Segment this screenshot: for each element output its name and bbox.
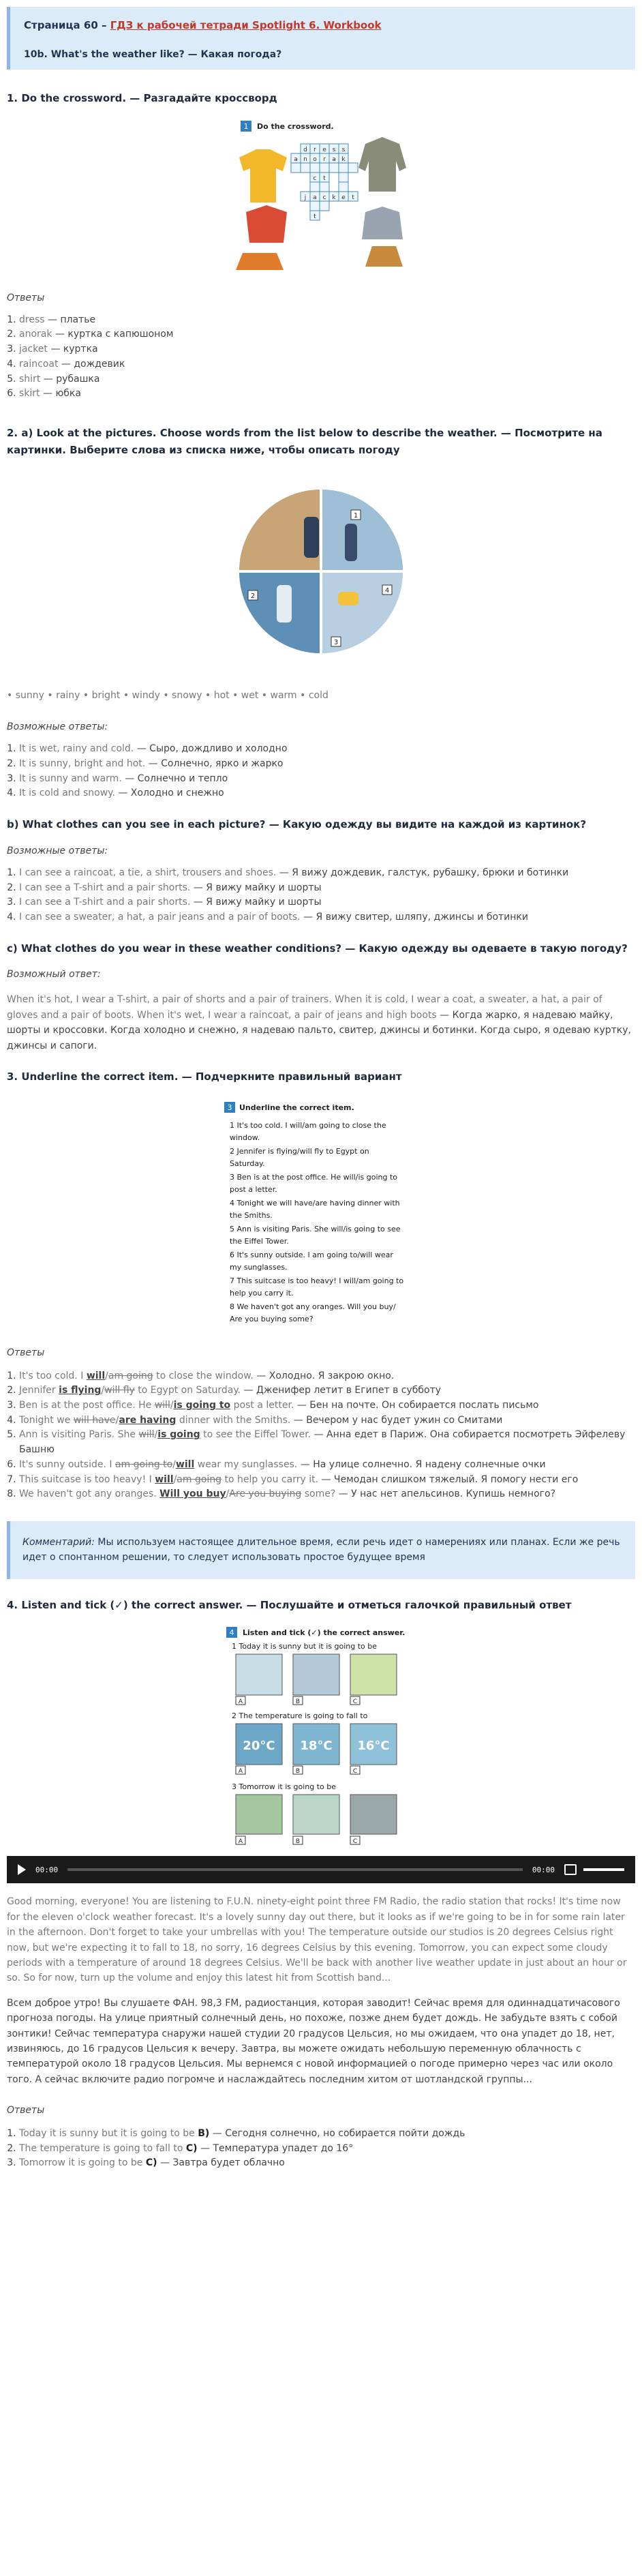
list-item: 5. shirt — рубашка xyxy=(19,372,642,387)
workbook-link[interactable]: ГДЗ к рабочей тетради Spotlight 6. Workbook xyxy=(110,19,382,31)
svg-text:c: c xyxy=(313,175,317,182)
svg-text:s: s xyxy=(332,146,336,153)
duration-time: 00:00 xyxy=(532,1865,555,1874)
list-item: 3. Tomorrow it is going to be C) — Завтра будет облачно xyxy=(19,2156,642,2171)
list-item: 5. Ann is visiting Paris. She will/is going to see the Eiffel Tower. — Анна едет в Париж. Она собирается посмотреть Эйфелеву Башню xyxy=(19,1428,642,1457)
weather-pictures-image xyxy=(236,469,406,674)
crossword-image xyxy=(226,117,416,273)
ex2-title: 2. a) Look at the pictures. Choose words from the list below to describe the weather. — Посмотрите на картинки. Выберите слова из списка ниже, чтобы описать погоду xyxy=(7,426,602,456)
svg-text:post a letter.: post a letter. xyxy=(230,1184,277,1194)
svg-text:t: t xyxy=(314,213,316,220)
svg-text:n: n xyxy=(303,155,307,163)
audio-player xyxy=(7,1856,635,1883)
svg-text:5 Ann is visiting Paris. She: 5 Ann is visiting Paris. She will/is going to see xyxy=(230,1224,401,1233)
list-item: 2. I can see a T-shirt and a pair shorts. — Я вижу майку и шорты xyxy=(19,881,642,896)
svg-text:a: a xyxy=(294,155,298,163)
svg-text:18°C: 18°C xyxy=(300,1739,333,1754)
svg-text:A: A xyxy=(238,1838,243,1846)
ex1-img-num: 1 xyxy=(243,121,249,131)
svg-text:C: C xyxy=(352,1838,358,1846)
svg-text:A: A xyxy=(238,1768,243,1776)
list-item: 1. Today it is sunny but it is going to be B) — Сегодня солнечно, но собирается пойти дождь xyxy=(19,2127,642,2142)
svg-text:3: 3 xyxy=(333,639,339,647)
svg-text:4 Tonight we will have/are ha: 4 Tonight we will have/are having dinner with xyxy=(230,1198,400,1208)
ex3-answers-list xyxy=(0,1369,642,1502)
list-item: 2. The temperature is going to fall to C) — Температура упадет до 16° xyxy=(19,2142,642,2157)
svg-text:the Smiths.: the Smiths. xyxy=(230,1210,273,1220)
ex4-img-title: Listen and tick (✓) the correct answer. xyxy=(243,1628,406,1638)
list-item: 6. skirt — юбка xyxy=(19,387,642,402)
ex2a-answers-list xyxy=(0,742,642,801)
svg-text:a: a xyxy=(332,155,336,163)
svg-text:8 We haven't got any oranges.: 8 We haven't got any oranges. Will you buy/ xyxy=(230,1302,396,1311)
ex2b-answers-list xyxy=(0,866,642,925)
volume-icon[interactable] xyxy=(564,1864,577,1875)
svg-text:1: 1 xyxy=(353,512,358,520)
svg-text:20°C: 20°C xyxy=(243,1739,275,1754)
weather-word-list: • sunny • rainy • bright • windy • snowy • hot • wet • warm • cold xyxy=(7,690,328,702)
transcript-en: Good morning, everyone! You are listening to F.U.N. ninety-eight point three FM Radio, the radio station that rocks! It's time now for the eleven o'clock weather forecast. It's a lovely sunny day out there, but it looks as if we're going to be in for some rain later in the afternoon. Don't forget to take your umbrellas with you! The temperature outside our studios is 20 degrees Celsius right now, but we're expecting it to fall to 18, no sorry, 16 degrees Celsius by this evening. Tomorrow, you can expect some cloudy periods with a temperature of around 18 degrees Celsius. We'll be back with another live weather update in just about an hour or so. So for now, turn up the volume and enjoy this latest hit from Scottish band... xyxy=(7,1896,627,1984)
list-item: 4. Tonight we will have/are having dinner with the Smiths. — Вечером у нас будет ужин со Смитами xyxy=(19,1413,642,1428)
underline-exercise-image xyxy=(219,1098,423,1330)
svg-text:d: d xyxy=(303,146,307,153)
ex2-answers-label: Возможные ответы: xyxy=(7,721,108,733)
list-item: 7. This suitcase is too heavy! I will/am going to help you carry it. — Чемодан слишком тяжелый. Я помогу нести его xyxy=(19,1473,642,1488)
ex2b-title: b) What clothes can you see in each picture? — Какую одежду вы видите на каждой из картинок? xyxy=(7,818,587,831)
svg-text:1 It's too cold. I will/am go: 1 It's too cold. I will/am going to close the xyxy=(230,1120,386,1130)
ex2c-answer-label: Возможный ответ: xyxy=(7,969,101,980)
svg-text:3 Tomorrow it is going to be: 3 Tomorrow it is going to be xyxy=(232,1782,337,1792)
ex2b-answers-label: Возможные ответы: xyxy=(7,845,108,856)
header-prefix: Страница 60 – xyxy=(24,19,107,31)
list-item: 3. It is sunny and warm. — Солнечно и тепло xyxy=(19,772,642,787)
svg-text:o: o xyxy=(313,155,317,163)
list-item: 2. anorak — куртка с капюшоном xyxy=(19,327,642,342)
current-time: 00:00 xyxy=(35,1865,59,1874)
list-item: 4. raincoat — дождевик xyxy=(19,357,642,372)
svg-text:s: s xyxy=(341,146,346,153)
list-item: 3. jacket — куртка xyxy=(19,342,642,357)
svg-text:my sunglasses.: my sunglasses. xyxy=(230,1262,288,1272)
svg-text:1 Today it is sunny but it i: 1 Today it is sunny but it is going to be xyxy=(232,1642,378,1651)
grammar-comment: Комментарий: Мы используем настоящее длительное время, если речь идет о намерениях или планах. Если же речь идет о спонтанном решении, то следует использовать простое будущее время xyxy=(7,1521,635,1579)
ex1-answers-list xyxy=(0,313,642,402)
svg-text:B: B xyxy=(295,1768,301,1776)
svg-text:7 This suitcase is too heavy!: 7 This suitcase is too heavy! I will/am going to xyxy=(230,1276,404,1285)
list-item: 6. It's sunny outside. I am going to/will wear my sunglasses. — На улице солнечно. Я надену солнечные очки xyxy=(19,1458,642,1473)
svg-text:2 The temperature is going t: 2 The temperature is going to fall to xyxy=(232,1711,368,1721)
ex1-img-title: Do the crossword. xyxy=(257,121,334,131)
ex2c-answer-text: When it's hot, I wear a T-shirt, a pair of shorts and a pair of trainers. When it is cold, I wear a coat, a sweater, a hat, a pair of gloves and a pair of boots. When it's wet, I wear a raincoat, a pair of jeans and high boots — Когда жарко, я надеваю майку, шорты и кроссовки. Когда холодно и снежно, я надеваю пальто, свитер, джинсы и ботинки. Когда сыро, я одеваю куртку, джинсы и сапоги. xyxy=(7,994,631,1051)
listening-exercise-image xyxy=(222,1623,420,1848)
svg-text:Are you buying some?: Are you buying some? xyxy=(230,1314,314,1323)
list-item: 1. I can see a raincoat, a tie, a shirt, trousers and shoes. — Я вижу дождевик, галстук, рубашку, брюки и ботинки xyxy=(19,866,642,881)
audio-progress-bar[interactable] xyxy=(67,1868,523,1871)
header-line xyxy=(24,19,623,31)
svg-text:help you carry it.: help you carry it. xyxy=(230,1288,294,1298)
svg-text:2: 2 xyxy=(250,593,256,601)
page-header xyxy=(7,7,635,70)
svg-text:k: k xyxy=(332,194,336,201)
ex3-answers-label: Ответы xyxy=(7,1347,45,1358)
ex1-title: 1. Do the crossword. — Разгадайте кроссворд xyxy=(7,92,277,104)
list-item: 2. Jennifer is flying/will fly to Egypt on Saturday. — Дженифер летит в Египет в субботу xyxy=(19,1383,642,1398)
svg-text:t: t xyxy=(352,194,354,201)
ex3-img-title: Underline the correct item. xyxy=(239,1103,354,1112)
svg-text:Saturday.: Saturday. xyxy=(230,1158,265,1168)
list-item: 2. It is sunny, bright and hot. — Солнечно, ярко и жарко xyxy=(19,757,642,772)
list-item: 1. dress — платье xyxy=(19,313,642,328)
lesson-subtitle: 10b. What's the weather like? — Какая погода? xyxy=(24,49,282,60)
svg-text:3 Ben is at the post office.: 3 Ben is at the post office. He will/is going to xyxy=(230,1172,398,1182)
list-item: 8. We haven't got any oranges. Will you buy/Are you buying some? — У нас нет апельсинов. Купишь немного? xyxy=(19,1487,642,1502)
svg-text:6 It's sunny outside. I am go: 6 It's sunny outside. I am going to/will wear xyxy=(230,1250,393,1259)
list-item: 1. It is wet, rainy and cold. — Сыро, дождливо и холодно xyxy=(19,742,642,757)
ex4-img-num: 4 xyxy=(229,1628,234,1638)
svg-text:j: j xyxy=(304,194,307,201)
ex1-answers-label: Ответы xyxy=(7,292,45,303)
svg-text:the Eiffel Tower.: the Eiffel Tower. xyxy=(230,1236,289,1246)
svg-text:r: r xyxy=(314,146,316,153)
svg-text:t: t xyxy=(323,175,326,182)
svg-text:16°C: 16°C xyxy=(357,1739,390,1754)
svg-text:e: e xyxy=(341,194,346,201)
svg-text:B: B xyxy=(295,1698,301,1706)
svg-text:a: a xyxy=(313,194,317,201)
list-item: 4. I can see a sweater, a hat, a pair jeans and a pair of boots. — Я вижу свитер, шляпу, джинсы и ботинки xyxy=(19,910,642,925)
ex4-answers-list xyxy=(0,2127,642,2171)
transcript-ru: Всем доброе утро! Вы слушаете ФАН. 98,3 FM, радиостанция, которая заводит! Сейчас время для одиннадцатичасового прогноза погоды. На улице приятный солнечный день, но похоже, позже днем будет дождь. Не забудьте взять с собой зонтики! Сейчас температура снаружи нашей студии 20 градусов Цельсия, но мы ожидаем, что она упадет до 18, нет, извиняюсь, до 16 градусов Цельсия к вечеру. Завтра, вы можете ожидать небольшую переменную облачность с температурой около 18 градусов Цельсия. Мы вернемся с новой информацией о погоде примерно через час или около того. А сейчас включите радио погромче и наслаждайтесь последним хитом от шотландской группы... xyxy=(7,1997,620,2085)
svg-text:C: C xyxy=(352,1768,358,1776)
svg-text:k: k xyxy=(341,155,346,163)
list-item: 4. It is cold and snowy. — Холодно и снежно xyxy=(19,786,642,801)
svg-text:r: r xyxy=(323,155,326,163)
svg-text:2 Jennifer is flying/will fly: 2 Jennifer is flying/will fly to Egypt on xyxy=(230,1146,369,1156)
ex2c-title: c) What clothes do you wear in these weather conditions? — Какую одежду вы одеваете в такую погоду? xyxy=(7,942,628,955)
list-item: 1. It's too cold. I will/am going to close the window. — Холодно. Я закрою окно. xyxy=(19,1369,642,1384)
ex3-title: 3. Underline the correct item. — Подчеркните правильный вариант xyxy=(7,1070,402,1083)
svg-text:B: B xyxy=(295,1838,301,1846)
svg-text:4: 4 xyxy=(384,587,390,595)
ex4-answers-label: Ответы xyxy=(7,2105,45,2116)
play-icon[interactable] xyxy=(18,1864,26,1875)
ex4-title: 4. Listen and tick (✓) the correct answer. — Послушайте и отметься галочкой правильный ответ xyxy=(7,1598,572,1611)
svg-text:c: c xyxy=(322,194,326,201)
svg-text:C: C xyxy=(352,1698,358,1706)
list-item: 3. Ben is at the post office. He will/is going to post a letter. — Бен на почте. Он собирается послать письмо xyxy=(19,1398,642,1413)
volume-slider[interactable] xyxy=(583,1868,624,1871)
svg-text:A: A xyxy=(238,1698,243,1706)
svg-text:window.: window. xyxy=(230,1133,260,1142)
ex3-img-num: 3 xyxy=(227,1103,232,1112)
list-item: 3. I can see a T-shirt and a pair shorts. — Я вижу майку и шорты xyxy=(19,895,642,910)
svg-text:e: e xyxy=(322,146,326,153)
